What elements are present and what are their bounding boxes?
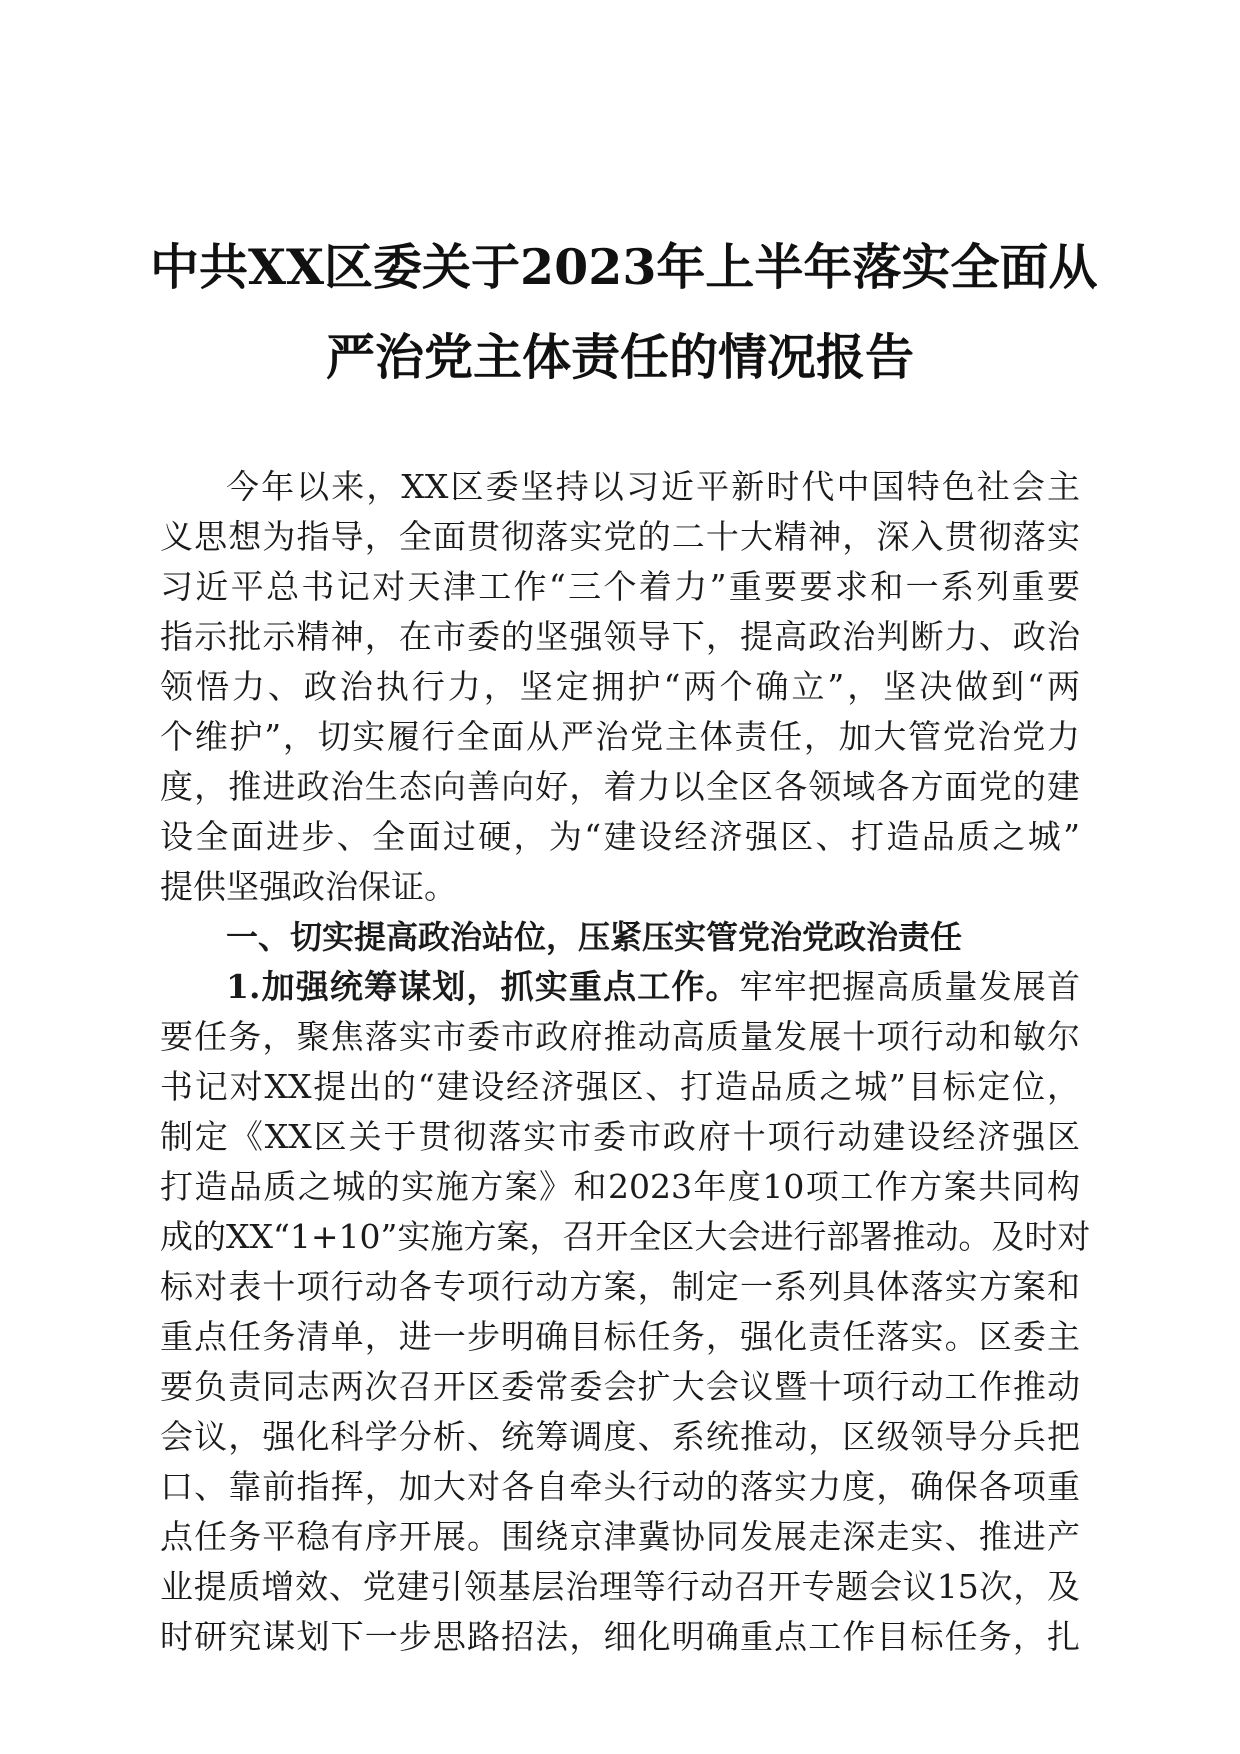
- item1-line: 业提质增效、党建引领基层治理等行动召开专题会议15次，及: [160, 1567, 1080, 1606]
- document-title: [150, 222, 1098, 402]
- item1-line: 打造品质之城的实施方案》和2023年度10项工作方案共同构: [160, 1167, 1080, 1206]
- item1-line: 口、靠前指挥，加大对各自牵头行动的落实力度，确保各项重: [160, 1467, 1080, 1506]
- item1-line: 书记对XX提出的“建设经济强区、打造品质之城”目标定位，: [160, 1067, 1080, 1106]
- intro-line: 习近平总书记对天津工作“三个着力”重要要求和一系列重要: [160, 567, 1080, 606]
- item1-line: 成的XX“1+10”实施方案，召开全区大会进行部署推动。及时对: [160, 1217, 1091, 1256]
- item1-line: 要负责同志两次召开区委常委会扩大会议暨十项行动工作推动: [160, 1367, 1080, 1406]
- intro-line: 指示批示精神，在市委的坚强领导下，提高政治判断力、政治: [160, 617, 1080, 656]
- item1-line: 时研究谋划下一步思路招法，细化明确重点工作目标任务，扎: [160, 1617, 1080, 1656]
- intro-line: 义思想为指导，全面贯彻落实党的二十大精神，深入贯彻落实: [160, 517, 1080, 556]
- intro-line: 设全面进步、全面过硬，为“建设经济强区、打造品质之城”: [160, 817, 1080, 856]
- document-body: [160, 462, 1091, 1662]
- intro-line: 度，推进政治生态向善向好，着力以全区各领域各方面党的建: [160, 767, 1080, 806]
- item1-line: 点任务平稳有序开展。围绕京津冀协同发展走深走实、推进产: [160, 1517, 1080, 1556]
- item1-line: 要任务，聚焦落实市委市政府推动高质量发展十项行动和敏尔: [160, 1017, 1080, 1056]
- item1-line: 制定《XX区关于贯彻落实市委市政府十项行动建设经济强区: [160, 1117, 1080, 1156]
- intro-line: 个维护”，切实履行全面从严治党主体责任，加大管党治党力: [160, 717, 1080, 756]
- item1-line: 标对表十项行动各专项行动方案，制定一系列具体落实方案和: [160, 1267, 1080, 1306]
- intro-line: 今年以来，XX区委坚持以习近平新时代中国特色社会主: [226, 467, 1080, 506]
- section-heading-1: 一、切实提高政治站位，压紧压实管党治党政治责任: [226, 918, 963, 956]
- item1-lead: 1.加强统筹谋划，抓实重点工作。: [226, 967, 740, 1006]
- intro-line: 提供坚强政治保证。: [160, 867, 457, 906]
- intro-line: 领悟力、政治执行力，坚定拥护“两个确立”，坚决做到“两: [160, 667, 1080, 706]
- title-line-1: 中共XX区委关于2023年上半年落实全面从: [150, 238, 1098, 296]
- item1-line: 重点任务清单，进一步明确目标任务，强化责任落实。区委主: [160, 1317, 1080, 1356]
- item1-line: 会议，强化科学分析、统筹调度、系统推动，区级领导分兵把: [160, 1417, 1080, 1456]
- title-line-2: 严治党主体责任的情况报告: [325, 328, 914, 386]
- item1-first-rest: 牢牢把握高质量发展首: [739, 967, 1081, 1006]
- item1-first-line: [160, 962, 1080, 1012]
